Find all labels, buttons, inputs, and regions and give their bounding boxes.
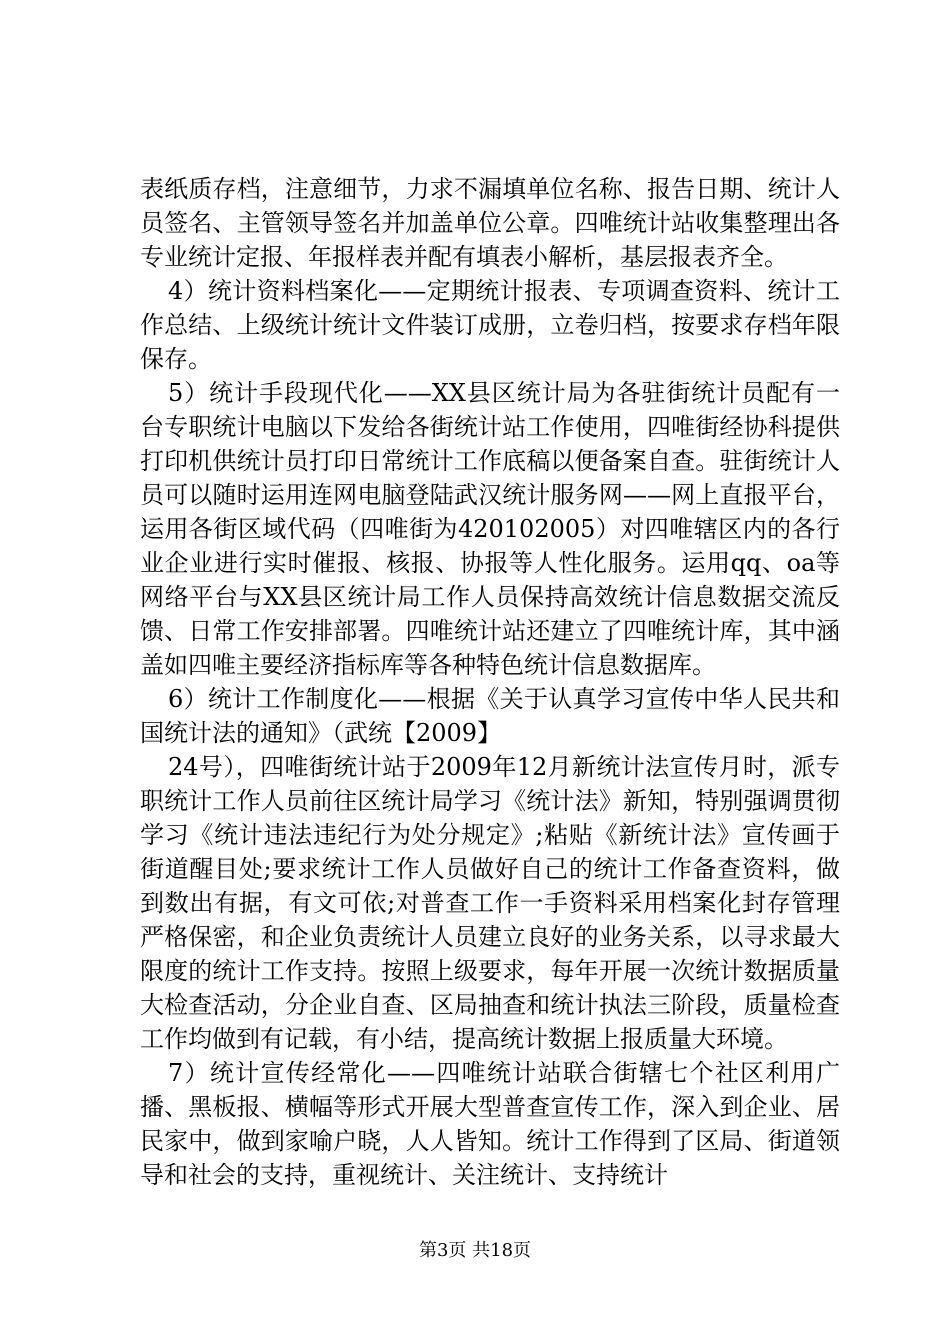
paragraph-item-4: 4）统计资料档案化——定期统计报表、专项调查资料、统计工作总结、上级统计统计文件装订成册，立卷归档，按要求存档年限保存。 <box>140 277 840 373</box>
document-body <box>140 172 840 1192</box>
paragraph-item-6: 6）统计工作制度化——根据《关于认真学习宣传中华人民共和国统计法的通知》（武统【2009】 <box>140 685 840 747</box>
paragraph-item-5: 5）统计手段现代化——XX县区统计局为各驻街统计员配有一台专职统计电脑以下发给各街统计站工作使用，四唯街经协科提供打印机供统计员打印日常统计工作底稿以便备案自查。驻街统计人员可以随时运用连网电脑登陆武汉统计服务网——网上直报平台，运用各街区域代码（四唯街为420102005）对四唯辖区内的各行业企业进行实时催报、核报、协报等人性化服务。运用qq、oa等网络平台与XX县区统计局工作人员保持高效统计信息数据交流反馈、日常工作安排部署。四唯统计站还建立了四唯统计库，其中涵盖如四唯主要经济指标库等各种特色统计信息数据库。 <box>140 379 840 679</box>
paragraph-item-6-continued: 24号），四唯街统计站于2009年12月新统计法宣传月时，派专职统计工作人员前往区统计局学习《统计法》新知，特别强调贯彻学习《统计违法违纪行为处分规定》;粘贴《新统计法》宣传画于街道醒目处;要求统计工作人员做好自己的统计工作备查资料，做到数出有据，有文可依;对普查工作一手资料采用档案化封存管理严格保密，和企业负责统计人员建立良好的业务关系，以寻求最大限度的统计工作支持。按照上级要求，每年开展一次统计数据质量大检查活动，分企业自查、区局抽查和统计执法三阶段，质量检查工作均做到有记载，有小结，提高统计数据上报质量大环境。 <box>140 753 840 1053</box>
page-footer: 第3页 共18页 <box>418 1240 532 1261</box>
paragraph-item-7: 7）统计宣传经常化——四唯统计站联合街辖七个社区利用广播、黑板报、横幅等形式开展大型普查宣传工作，深入到企业、居民家中，做到家喻户晓，人人皆知。统计工作得到了区局、街道领导和社会的支持，重视统计、关注统计、支持统计 <box>140 1059 840 1189</box>
paragraph-continuation: 表纸质存档，注意细节，力求不漏填单位名称、报告日期、统计人员签名、主管领导签名并加盖单位公章。四唯统计站收集整理出各专业统计定报、年报样表并配有填表小解析，基层报表齐全。 <box>140 175 840 271</box>
